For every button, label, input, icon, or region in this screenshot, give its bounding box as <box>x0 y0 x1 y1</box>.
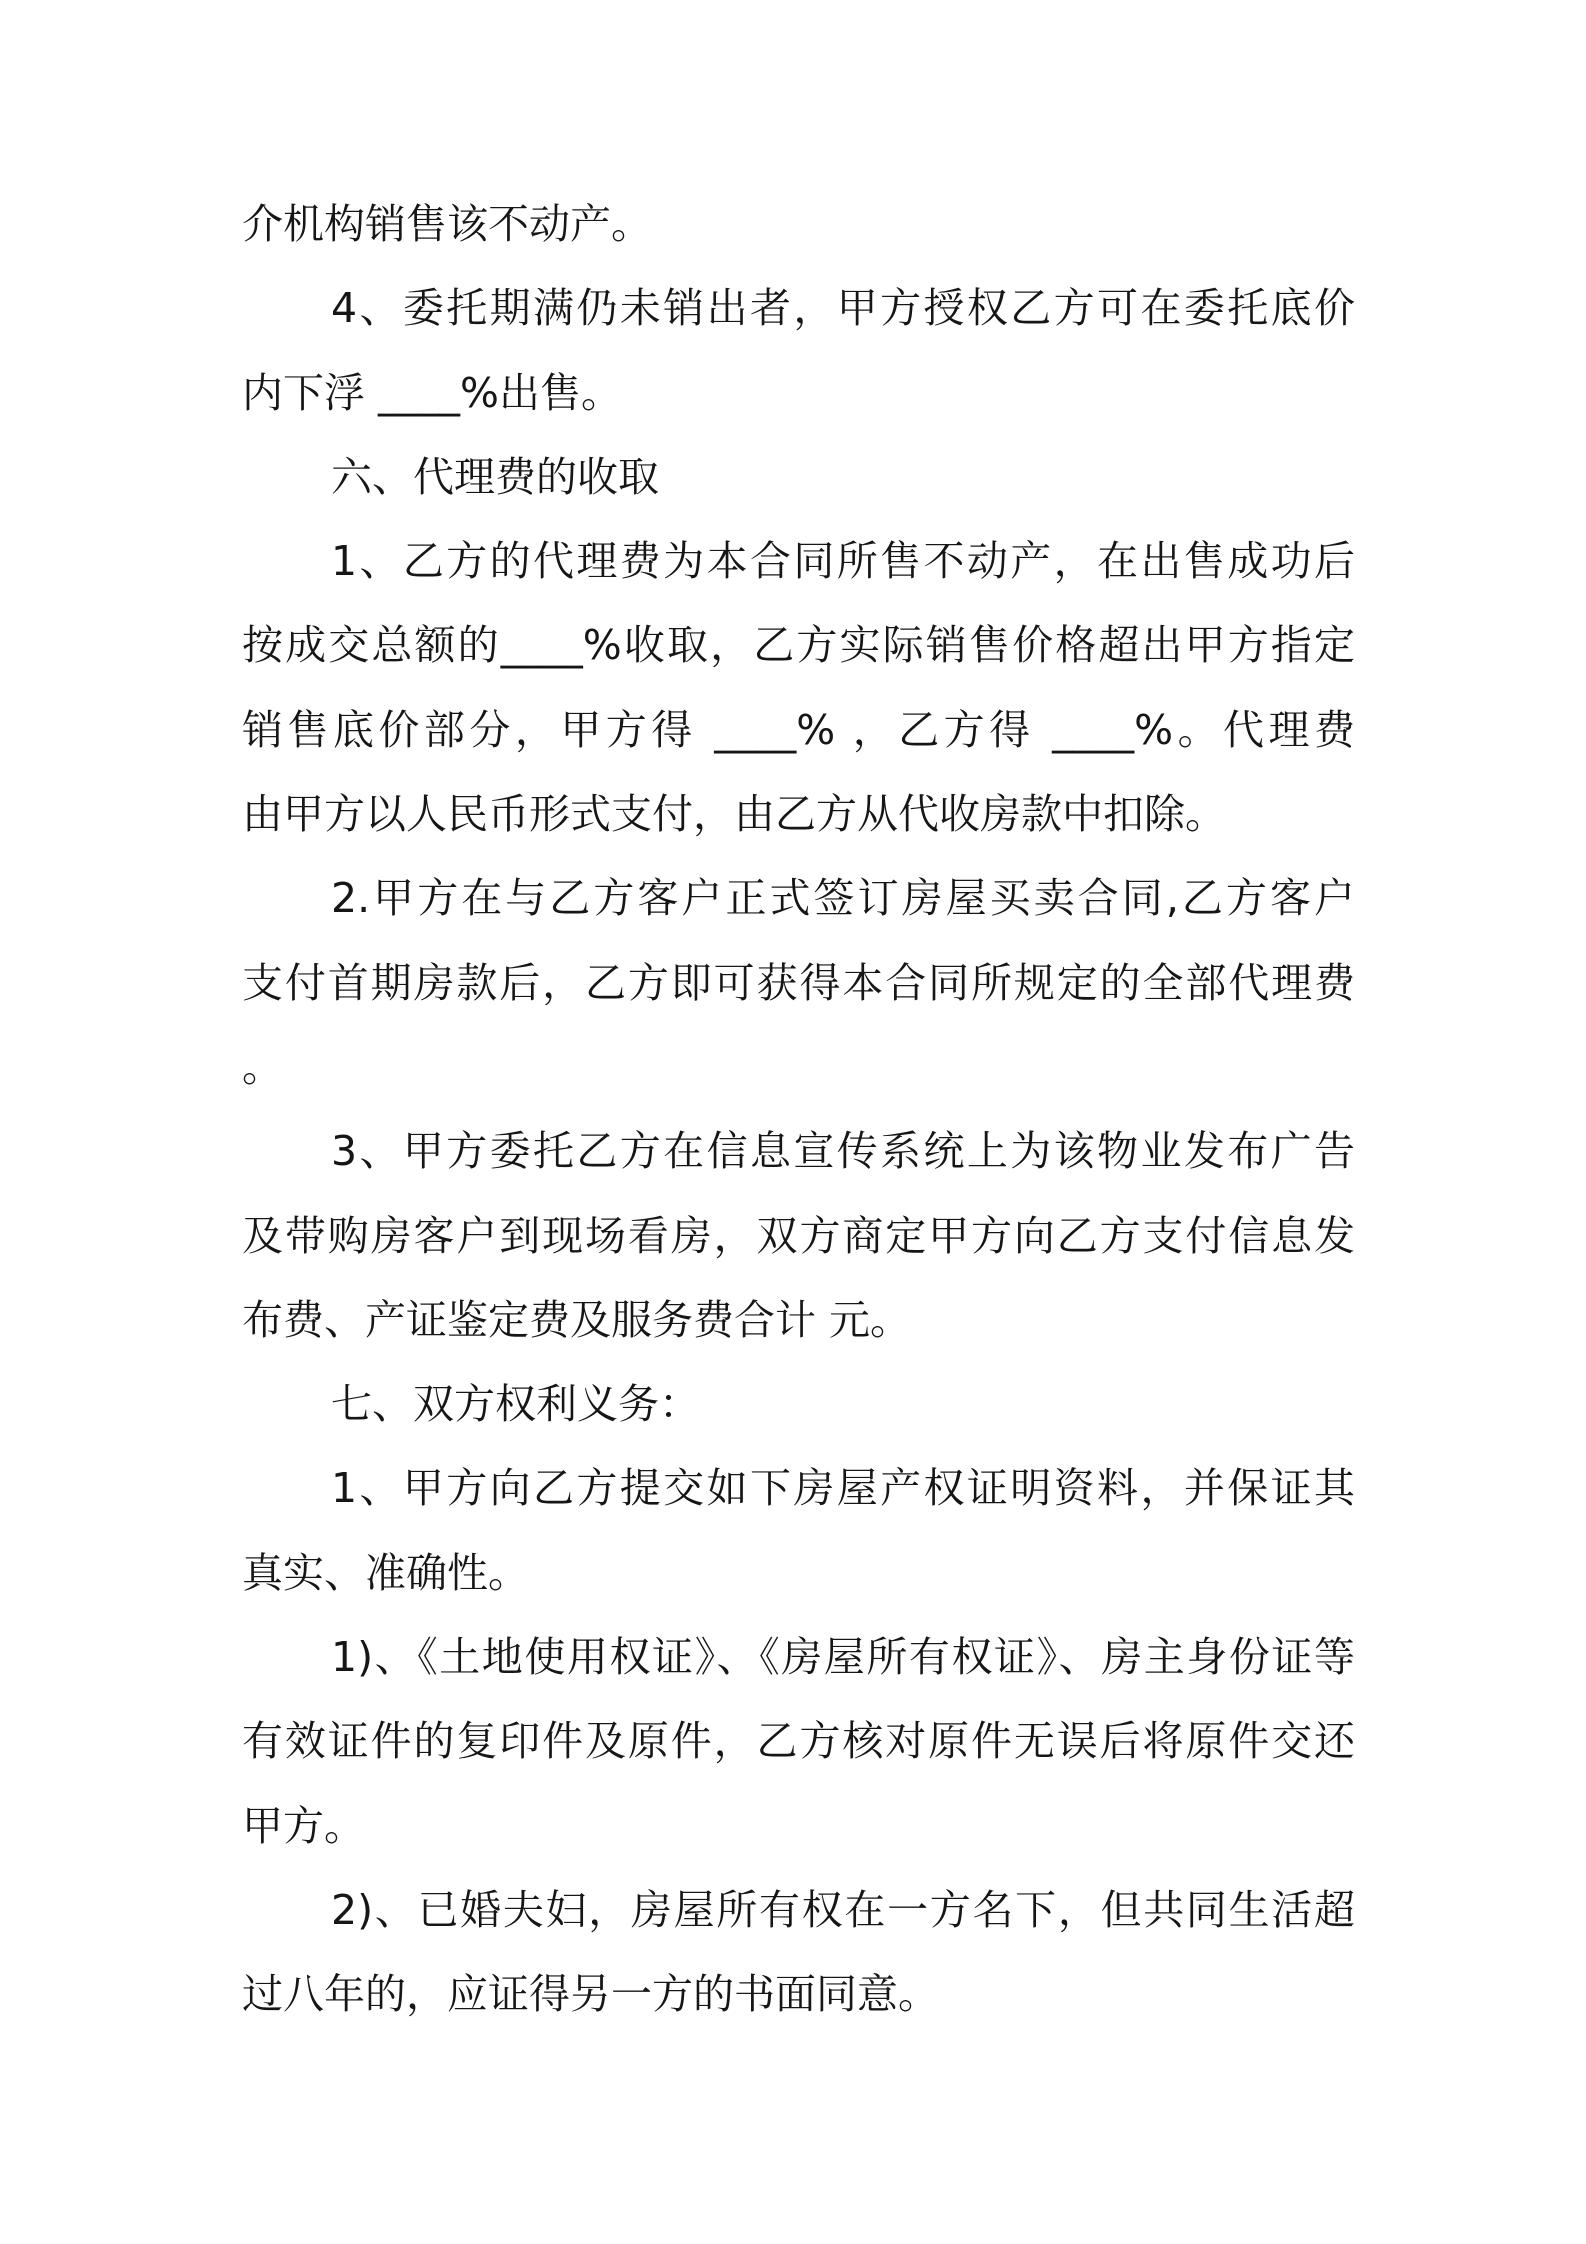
text-line: 1)、《土地使用权证》、《房屋所有权证》、房主身份证等 <box>331 1633 1355 1682</box>
paragraph <box>242 266 1355 435</box>
text-line: 4、委托期满仍未销出者，甲方授权乙方可在委托底价 <box>331 284 1355 333</box>
text-line: 1、甲方向乙方提交如下房屋产权证明资料，并保证其 <box>331 1464 1355 1513</box>
text-line: 甲方。 <box>242 1801 365 1850</box>
text-line: 1、乙方的代理费为本合同所售不动产，在出售成功后 <box>331 537 1355 586</box>
paragraph <box>242 1109 1355 1362</box>
paragraph <box>242 1615 1355 1868</box>
paragraph <box>242 1446 1355 1615</box>
paragraph <box>242 1868 1355 2037</box>
text-line: 由甲方以人民币形式支付，由乙方从代收房款中扣除。 <box>242 790 1226 839</box>
section-heading <box>242 1362 1355 1446</box>
paragraph <box>242 519 1355 856</box>
paragraph <box>242 182 1355 266</box>
document-page <box>242 182 1355 2037</box>
text-line: 七、双方权利义务： <box>331 1380 700 1429</box>
text-line: 2.甲方在与乙方客户正式签订房屋买卖合同,乙方客户 <box>331 874 1355 923</box>
text-line: 销售底价部分，甲方得 ____% ，乙方得 ____%。代理费 <box>242 705 1355 754</box>
text-line: 按成交总额的____%收取，乙方实际销售价格超出甲方指定 <box>242 621 1355 670</box>
text-line: 及带购房客户到现场看房，双方商定甲方向乙方支付信息发 <box>242 1211 1355 1260</box>
text-line: 有效证件的复印件及原件，乙方核对原件无误后将原件交还 <box>242 1717 1355 1766</box>
text-line: 六、代理费的收取 <box>331 452 659 501</box>
text-line: 支付首期房款后，乙方即可获得本合同所规定的全部代理费 <box>242 958 1355 1007</box>
text-line: 3、甲方委托乙方在信息宣传系统上为该物业发布广告 <box>331 1127 1355 1176</box>
text-line: 真实、准确性。 <box>242 1548 529 1597</box>
text-line: 过八年的，应证得另一方的书面同意。 <box>242 1970 939 2019</box>
paragraph <box>242 856 1355 1109</box>
section-heading <box>242 435 1355 519</box>
text-line: 内下浮 ____%出售。 <box>242 368 622 417</box>
text-line: 布费、产证鉴定费及服务费合计 元。 <box>242 1295 912 1344</box>
text-line: 。 <box>242 1042 283 1091</box>
text-line: 介机构销售该不动产。 <box>242 200 652 248</box>
text-line: 2)、已婚夫妇，房屋所有权在一方名下，但共同生活超 <box>331 1885 1355 1934</box>
